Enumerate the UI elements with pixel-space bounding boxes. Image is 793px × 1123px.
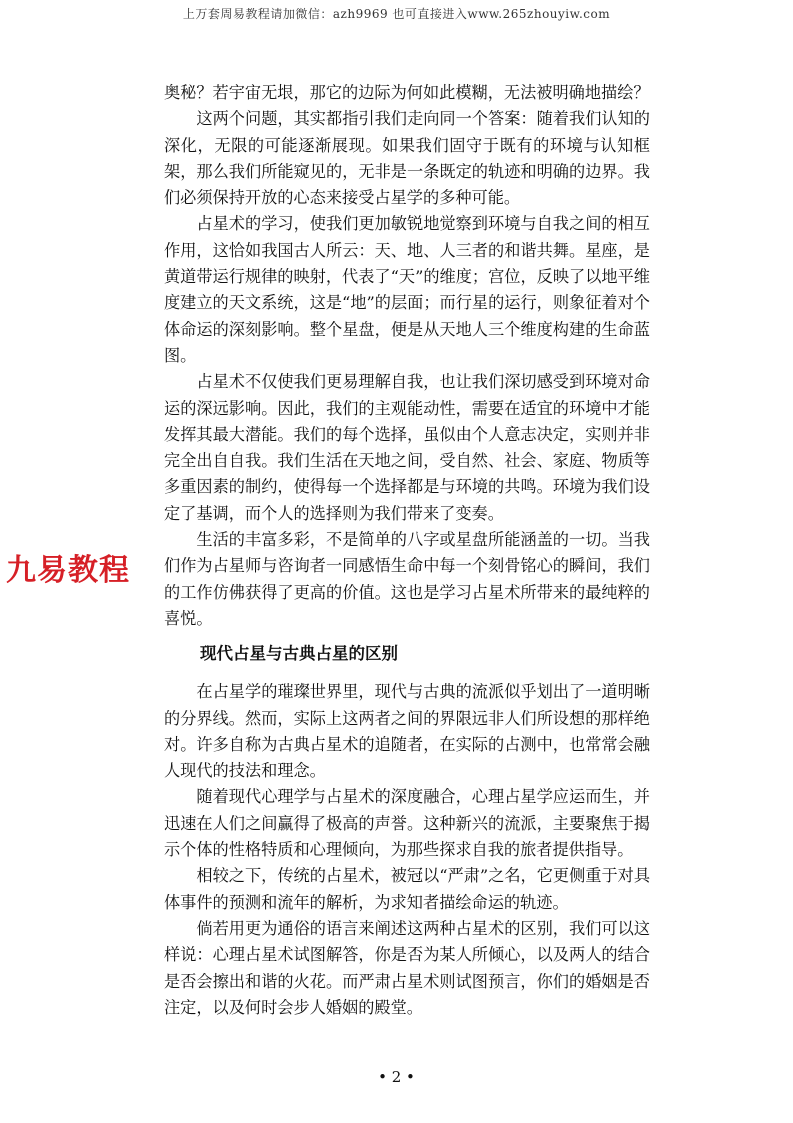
page-number: • 2 • bbox=[378, 1068, 415, 1086]
paragraph: 这两个问题，其实都指引我们走向同一个答案：随着我们认知的深化，无限的可能逐渐展现。如果我们固守于既有的环境与认知框架，那么我们所能窥见的，无非是一条既定的轨迹和明确的边界。我们必须保持开放的心态来接受占星学的多种可能。 bbox=[164, 109, 650, 208]
paragraph: 倘若用更为通俗的语言来阐述这两种占星术的区别，我们可以这样说：心理占星术试图解答，你是否为某人所倾心，以及两人的结合是否会擦出和谐的火花。而严肃占星术则试图预言，你们的婚姻是否注定，以及何时会步人婚姻的殿堂。 bbox=[164, 918, 650, 1017]
paragraph: 随着现代心理学与占星术的深度融合，心理占星学应运而生，并迅速在人们之间赢得了极高的声誉。这种新兴的流派，主要聚焦于揭示个体的性格特质和心理倾向，为那些探求自我的旅者提供指导。 bbox=[164, 787, 650, 860]
page-body bbox=[164, 80, 650, 1021]
section-heading: 现代占星与古典占星的区别 bbox=[200, 644, 398, 664]
watermark-logo: 九易教程 bbox=[6, 553, 130, 588]
paragraph: 在占星学的璀璨世界里，现代与古典的流派似乎划出了一道明晰的分界线。然而，实际上这两者之间的界限远非人们所设想的那样绝对。许多自称为古典占星术的追随者，在实际的占测中，也常常会融人现代的技法和理念。 bbox=[164, 682, 650, 781]
paragraph: 生活的丰富多彩，不是简单的八字或星盘所能涵盖的一切。当我们作为占星师与咨询者一同感悟生命中每一个刻骨铭心的瞬间，我们的工作仿佛获得了更高的价值。这也是学习占星术所带来的最纯粹的喜悦。 bbox=[164, 530, 650, 628]
paragraph: 占星术的学习，使我们更加敏锐地觉察到环境与自我之间的相互作用，这恰如我国古人所云：天、地、人三者的和谐共舞。星座，是黄道带运行规律的映射，代表了“天”的维度；宫位，反映了以地平维度建立的天文系统，这是“地”的层面；而行星的运行，则象征着对个体命运的深刻影响。整个星盘，便是从天地人三个维度构建的生命蓝图。 bbox=[164, 214, 650, 365]
paragraph: 占星术不仅使我们更易理解自我，也让我们深切感受到环境对命运的深远影响。因此，我们的主观能动性，需要在适宜的环境中才能发挥其最大潜能。我们的每个选择，虽似由个人意志决定，实则并非完全出自自我。我们生活在天地之间，受自然、社会、家庭、物质等多重因素的制约，使得每一个选择都是与环境的共鸣。环境为我们设定了基调，而个人的选择则为我们带来了变奏。 bbox=[164, 372, 650, 523]
paragraph: 奥秘？若宇宙无垠，那它的边际为何如此模糊，无法被明确地描绘？ bbox=[164, 83, 650, 102]
page-header: 上万套周易教程请加微信：azh9969 也可直接进入www.265zhouyiw.com bbox=[182, 7, 611, 21]
paragraph: 相较之下，传统的占星术，被冠以“严肃”之名，它更侧重于对具体事件的预测和流年的解析，为求知者描绘命运的轨迹。 bbox=[164, 866, 651, 912]
